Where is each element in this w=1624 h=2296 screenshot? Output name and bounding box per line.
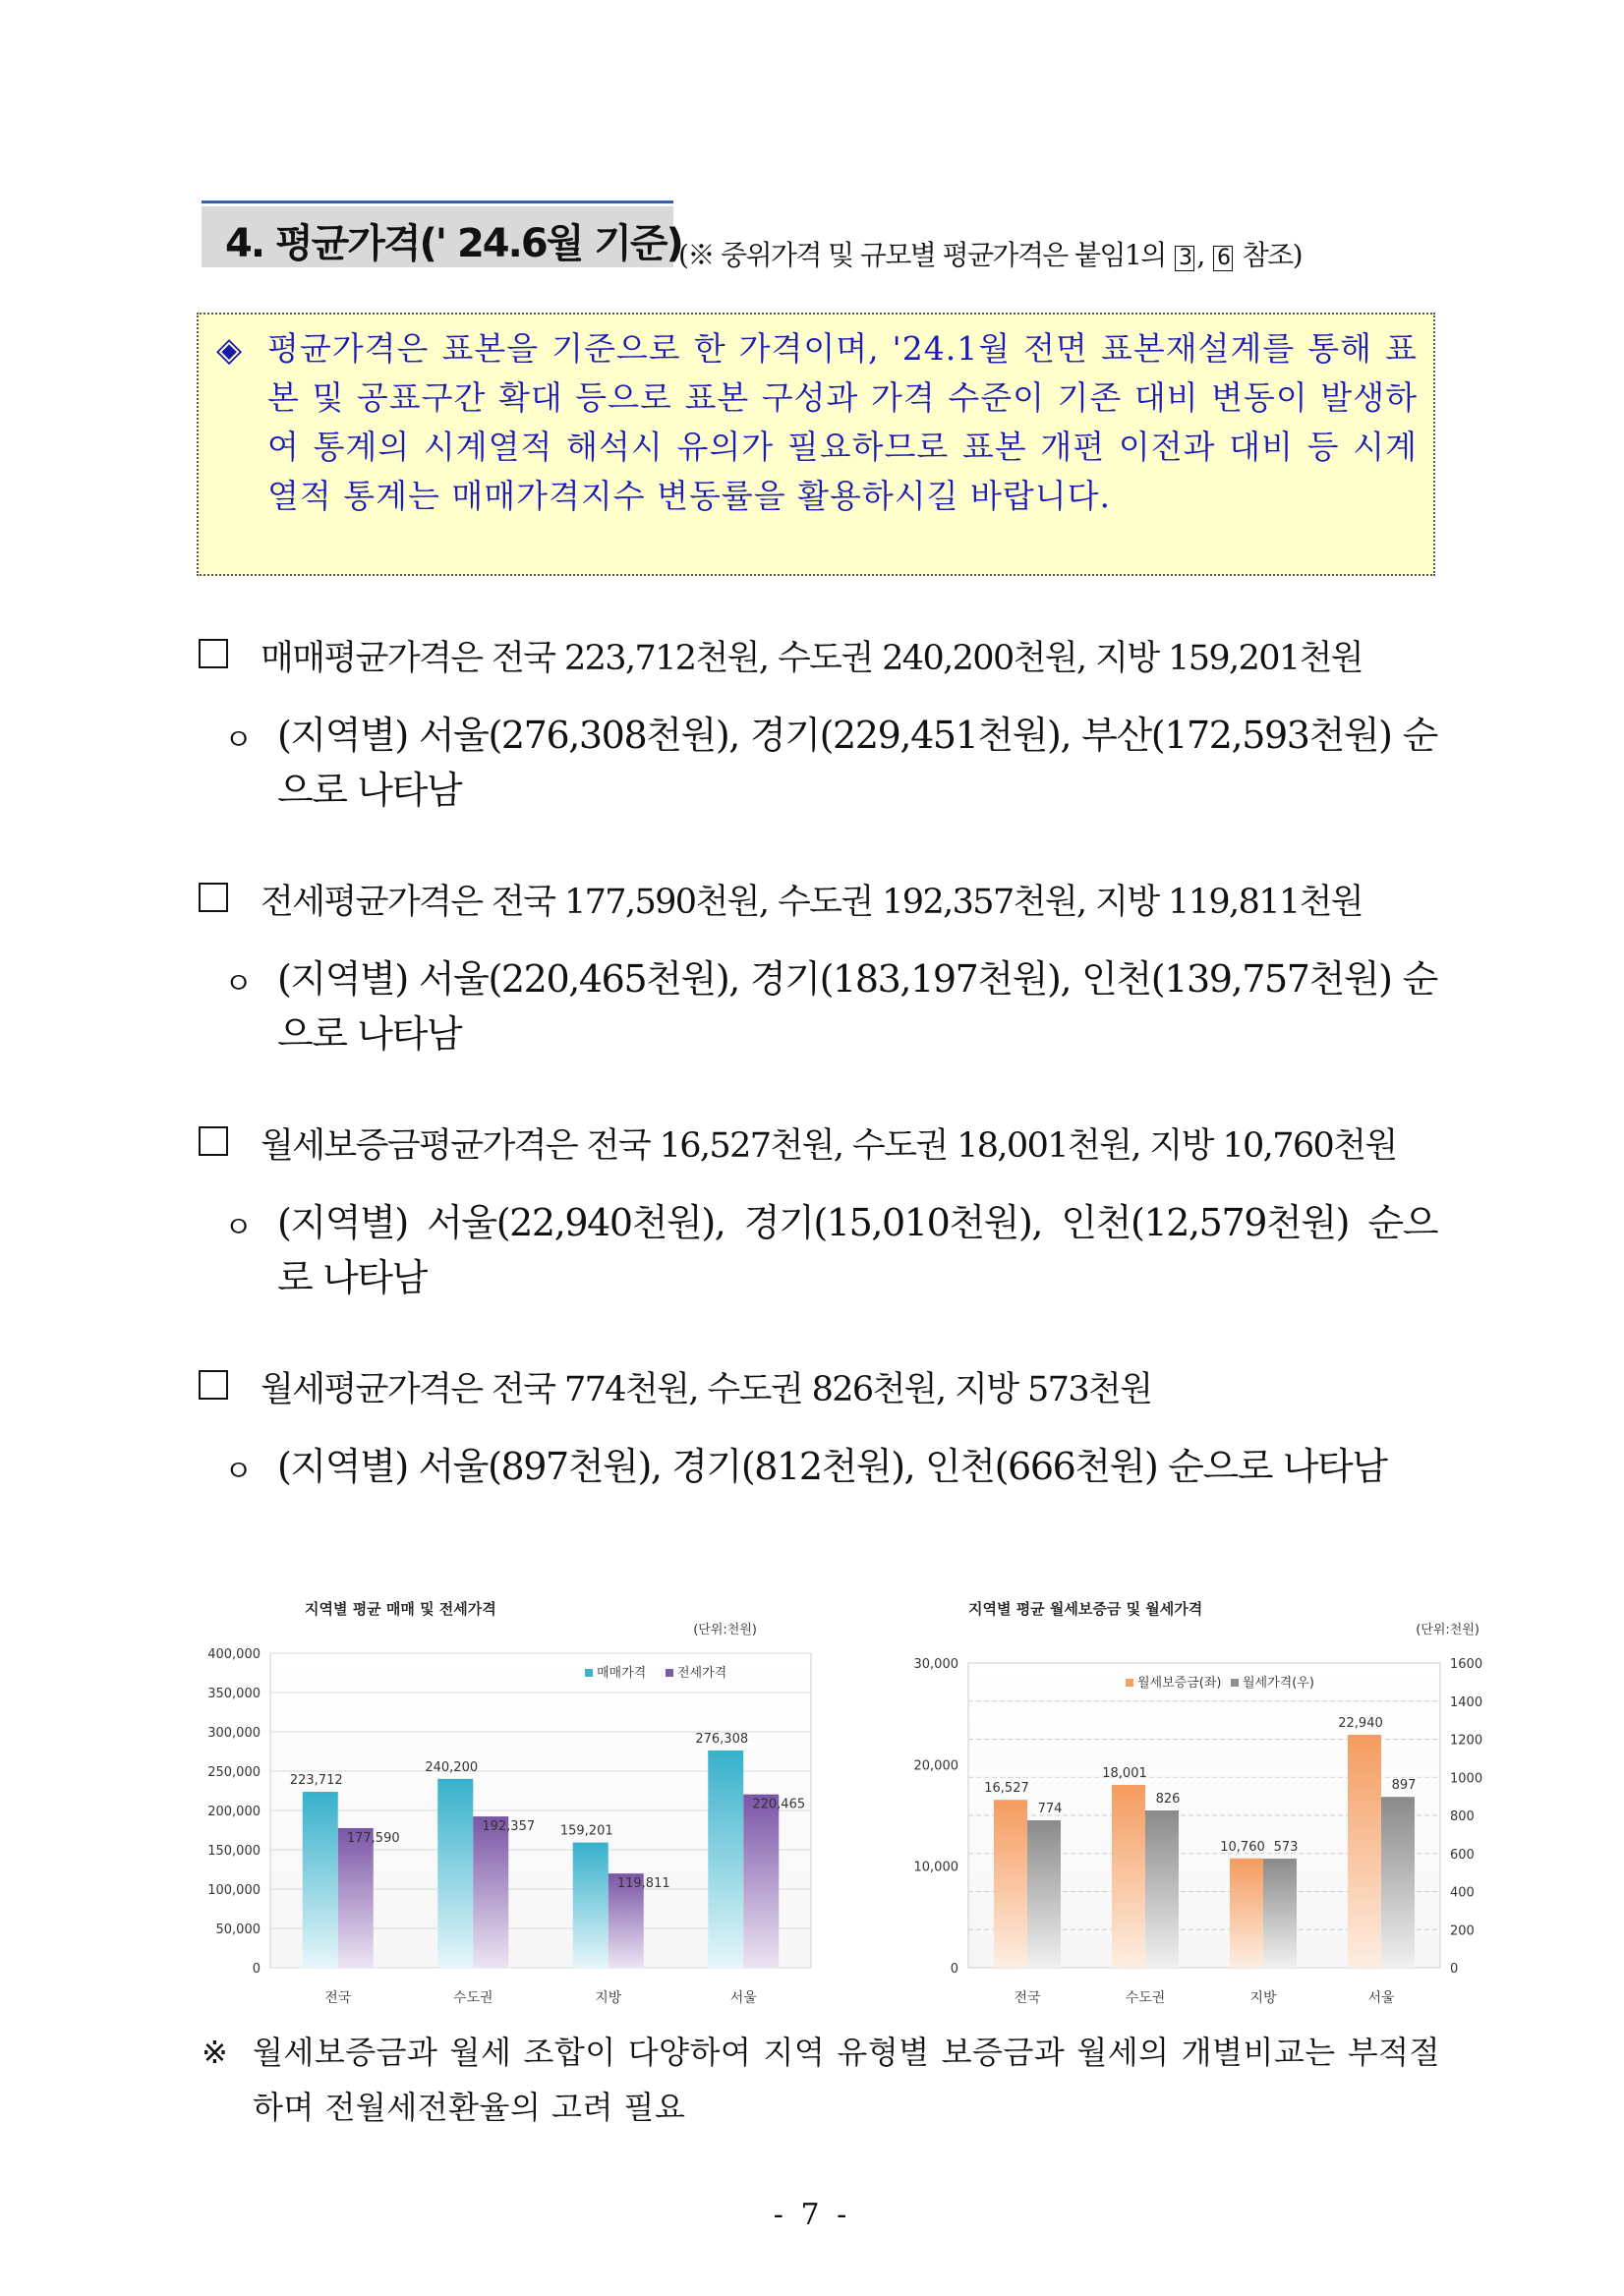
page-number: - 7 -	[773, 2198, 851, 2232]
chart2-right-tick-label: 600	[1450, 1847, 1475, 1863]
legend-swatch-sale	[585, 1669, 593, 1677]
chart2-right-tick-label: 1600	[1450, 1657, 1483, 1672]
chart1-data-label: 220,465	[752, 1797, 806, 1812]
checkbox-square-icon	[199, 1126, 228, 1156]
chart1-bar	[708, 1751, 743, 1968]
chart2-category-label: 지방	[1249, 1990, 1277, 2006]
section-title: 4. 평균가격(' 24.6월 기준)	[225, 221, 682, 266]
checkbox-square-icon	[199, 883, 228, 912]
item-deposit-sub: (지역별) 서울(22,940천원), 경기(15,010천원), 인천(12,579천원) 순으로 나타남	[277, 1201, 1437, 1299]
chart1-ytick-label: 150,000	[207, 1844, 261, 1859]
chart1-data-label: 192,357	[482, 1819, 536, 1835]
chart1-bar	[573, 1843, 609, 1968]
chart2-bar	[994, 1800, 1027, 1968]
chart2-right-tick-label: 200	[1450, 1923, 1475, 1939]
chart1-category-label: 지방	[595, 1990, 622, 2006]
chart-sale-jeonse-svg	[202, 1575, 831, 2007]
chart2-right-axis	[1450, 1657, 1482, 1977]
chart1-category-label: 서울	[729, 1990, 757, 2006]
chart1-data-label: 240,200	[425, 1759, 479, 1775]
chart2-left-axis	[914, 1657, 959, 1977]
chart2-data-label: 897	[1391, 1778, 1417, 1794]
chart2-unit: (단위:천원)	[1416, 1623, 1479, 1637]
chart2-data-label: 16,527	[984, 1781, 1029, 1797]
chart2-data-label: 10,760	[1220, 1839, 1265, 1855]
chart1-bar	[303, 1792, 338, 1968]
item-deposit-main: 월세보증금평균가격은 전국 16,527천원, 수도권 18,001천원, 지방 10,760천원	[261, 1126, 1397, 1166]
checkbox-square-icon	[199, 1370, 228, 1400]
chart2-x-axis	[1014, 1989, 1395, 2006]
chart1-data-label: 119,811	[616, 1876, 670, 1892]
chart1-ytick-label: 250,000	[207, 1765, 261, 1780]
chart2-bar	[1112, 1785, 1145, 1968]
item-rent-main: 월세평균가격은 전국 774천원, 수도권 826천원, 지방 573천원	[261, 1370, 1152, 1409]
chart1-ytick-label: 200,000	[207, 1805, 261, 1819]
chart2-data-label: 826	[1155, 1791, 1181, 1807]
chart2-bar	[1027, 1820, 1061, 1968]
note-ref-6: 6	[1213, 246, 1233, 271]
chart2-title: 지역별 평균 월세보증금 및 월세가격	[968, 1600, 1203, 1618]
chart2-left-tick-label: 20,000	[913, 1758, 958, 1774]
footnote	[202, 2025, 1440, 2135]
circle-bullet-icon: ㅇ	[224, 967, 253, 1002]
circle-bullet-icon: ㅇ	[224, 723, 253, 758]
heading-rule	[202, 201, 673, 203]
circle-bullet-icon: ㅇ	[224, 1455, 253, 1489]
chart1-data-label: 177,590	[346, 1830, 400, 1846]
legend-swatch-rent	[1231, 1679, 1239, 1687]
section-note	[678, 234, 1302, 273]
legend-swatch-jeonse	[666, 1669, 673, 1677]
chart1-ytick-label: 350,000	[207, 1687, 261, 1701]
chart2-right-tick-label: 1000	[1450, 1771, 1483, 1787]
footnote-text: 월세보증금과 월세 조합이 다양하여 지역 유형별 보증금과 월세의 개별비교는 부적절하며 전월세전환율의 고려 필요	[253, 2034, 1440, 2126]
chart2-data-label: 774	[1037, 1802, 1063, 1817]
diamond-icon: ◈	[216, 330, 243, 370]
notice-box	[197, 313, 1435, 576]
chart2-right-tick-label: 1400	[1450, 1694, 1483, 1710]
chart2-left-tick-label: 30,000	[913, 1657, 958, 1672]
item-rent-sub: (지역별) 서울(897천원), 경기(812천원), 인천(666천원) 순으로 나타남	[277, 1445, 1387, 1488]
legend-label-rent: 월세가격(우)	[1243, 1676, 1314, 1691]
item-sale-sub: (지역별) 서울(276,308천원), 경기(229,451천원), 부산(172,593천원) 순으로 나타남	[277, 714, 1437, 812]
chart2-right-tick-label: 400	[1450, 1885, 1475, 1901]
chart1-title: 지역별 평균 매매 및 전세가격	[305, 1600, 496, 1618]
chart2-category-label: 전국	[1014, 1990, 1041, 2006]
chart1-category-label: 수도권	[452, 1990, 493, 2006]
chart1-ytick-label: 0	[252, 1962, 261, 1977]
chart1-ytick-label: 50,000	[215, 1923, 261, 1937]
chart1-ytick-label: 400,000	[207, 1647, 261, 1662]
chart2-bar	[1263, 1859, 1297, 1968]
note-ref-3: 3	[1175, 246, 1194, 271]
item-jeonse-sub: (지역별) 서울(220,465천원), 경기(183,197천원), 인천(139,757천원) 순으로 나타남	[277, 957, 1437, 1056]
chart1-data-label: 159,201	[559, 1823, 613, 1839]
legend-label-jeonse: 전세가격	[677, 1666, 727, 1681]
chart-deposit-rent	[875, 1575, 1504, 2007]
chart2-legend	[1126, 1675, 1314, 1691]
notice-text: 평균가격은 표본을 기준으로 한 가격이며, '24.1월 전면 표본재설계를 통해 표본 및 공표구간 확대 등으로 표본 구성과 가격 수준이 기존 대비 변동이 발생하여 통계의 시계열적 해석시 유의가 필요하므로 표본 개편 이전과 대비 등 시계열적 통계는 매매가격지수 변동률을 활용하시길 바랍니다.	[267, 329, 1418, 515]
chart2-left-tick-label: 0	[950, 1962, 958, 1977]
circle-bullet-icon: ㅇ	[224, 1211, 253, 1245]
chart2-right-tick-label: 1200	[1450, 1733, 1483, 1749]
chart1-bar	[743, 1795, 779, 1968]
chart2-category-label: 수도권	[1125, 1990, 1166, 2006]
legend-label-sale: 매매가격	[597, 1666, 647, 1681]
chart-sale-jeonse	[202, 1575, 831, 2007]
chart2-bar	[1348, 1735, 1381, 1968]
chart2-right-tick-label: 800	[1450, 1809, 1475, 1824]
chart2-bar	[1145, 1810, 1179, 1968]
section-heading	[202, 201, 682, 267]
chart1-category-label: 전국	[324, 1990, 352, 2006]
footnote-mark: ※	[202, 2034, 229, 2071]
chart2-data-label: 573	[1273, 1839, 1299, 1855]
chart2-right-tick-label: 0	[1450, 1962, 1459, 1977]
item-jeonse-main: 전세평균가격은 전국 177,590천원, 수도권 192,357천원, 지방 119,811천원	[261, 883, 1363, 922]
chart2-category-label: 서울	[1367, 1990, 1395, 2006]
chart2-data-label: 22,940	[1338, 1715, 1383, 1731]
chart1-data-label: 223,712	[289, 1773, 343, 1789]
chart1-bar	[338, 1828, 374, 1968]
chart1-bar	[437, 1779, 473, 1968]
chart1-unit: (단위:천원)	[693, 1623, 757, 1637]
chart2-left-tick-label: 10,000	[913, 1860, 958, 1875]
chart1-ytick-label: 100,000	[207, 1883, 261, 1898]
chart-deposit-rent-svg	[875, 1575, 1504, 2007]
legend-label-deposit: 월세보증금(좌)	[1137, 1676, 1222, 1691]
chart1-ytick-label: 300,000	[207, 1726, 261, 1741]
chart2-bar	[1381, 1797, 1415, 1968]
item-sale-main: 매매평균가격은 전국 223,712천원, 수도권 240,200천원, 지방 159,201천원	[261, 639, 1363, 678]
chart1-data-label: 276,308	[695, 1731, 749, 1747]
section-note-prefix: (※ 중위가격 및 규모별 평균가격은 붙임1의	[678, 239, 1166, 271]
chart1-y-axis	[207, 1647, 261, 1977]
note-sep: ,	[1196, 239, 1204, 271]
chart1-bar	[473, 1816, 508, 1968]
checkbox-square-icon	[199, 639, 228, 668]
chart1-x-axis	[324, 1989, 757, 2006]
chart2-bar	[1230, 1859, 1263, 1968]
section-note-suffix: 참조)	[1242, 239, 1302, 271]
chart2-data-label: 18,001	[1102, 1765, 1147, 1781]
legend-swatch-deposit	[1126, 1679, 1133, 1687]
